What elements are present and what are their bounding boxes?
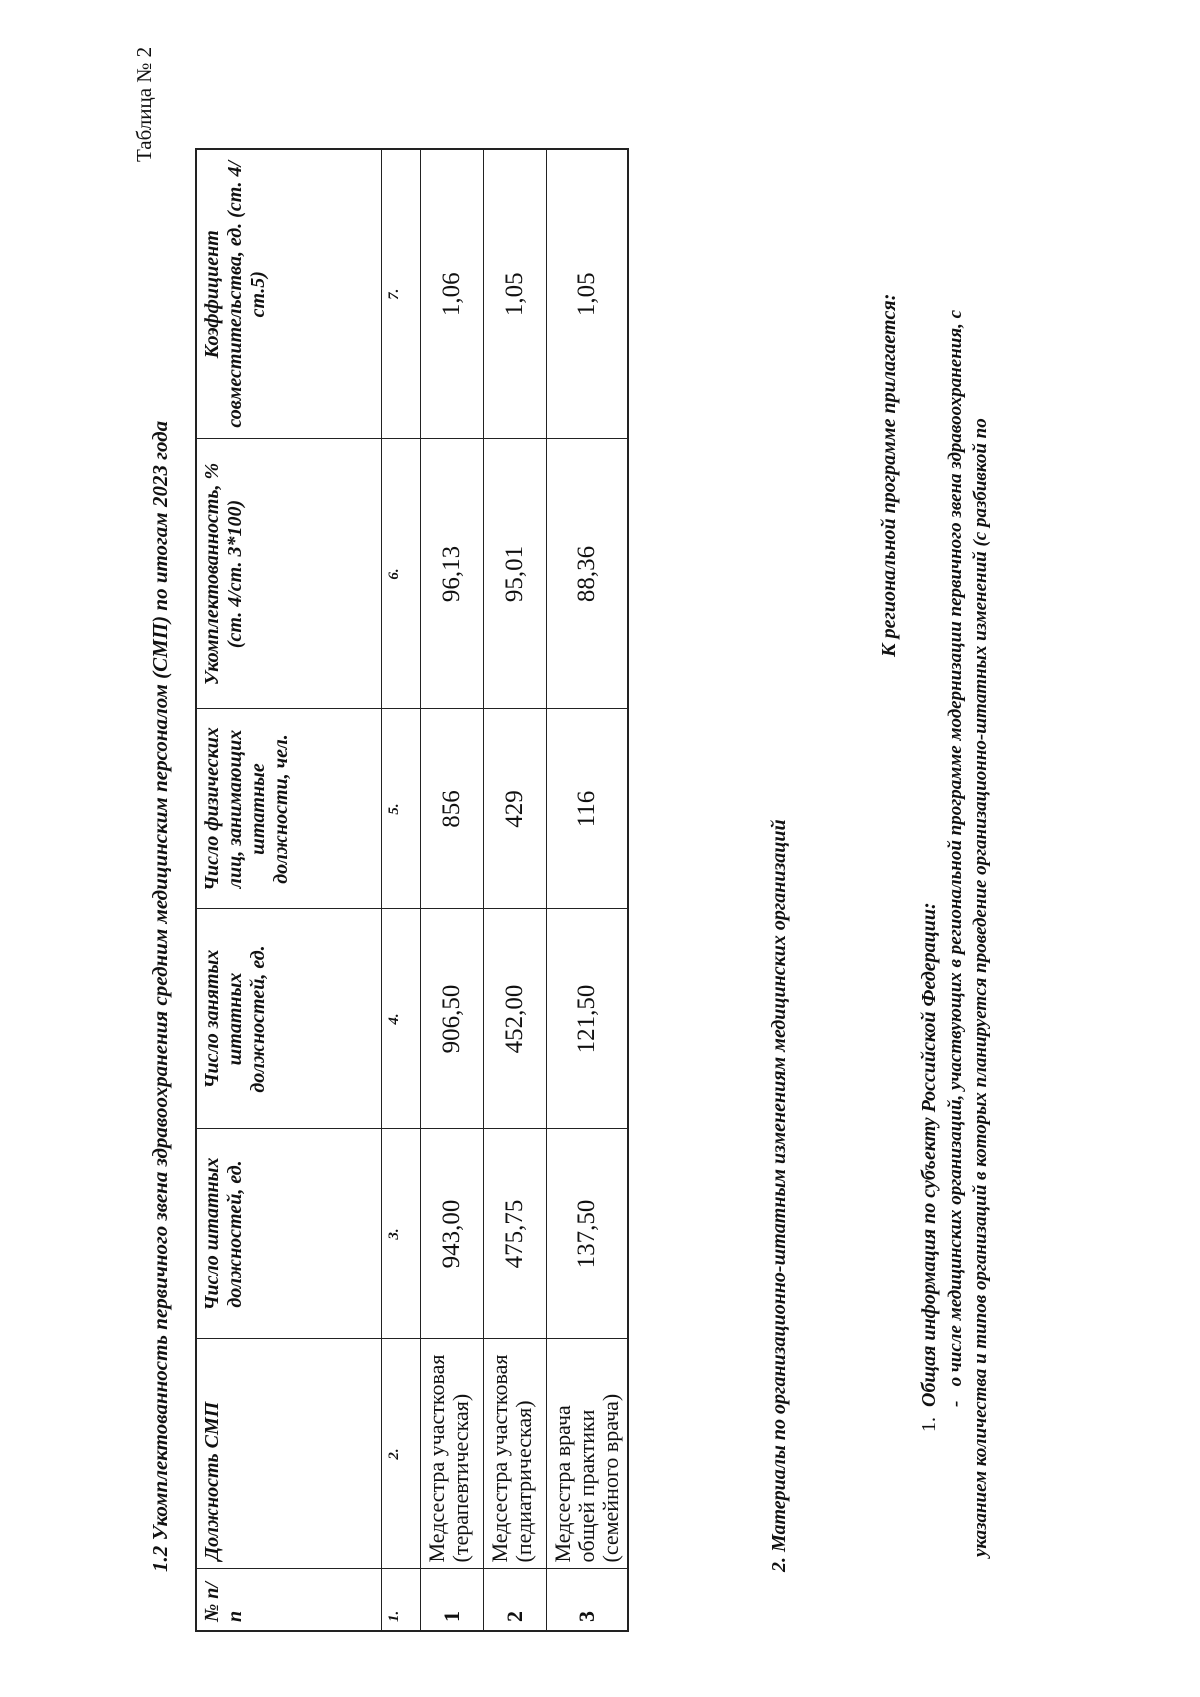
general-info-number: 1. <box>918 1417 940 1432</box>
index-cell: 6. <box>382 439 421 709</box>
staffing-percent: 88,36 <box>547 439 629 709</box>
header-cell: № п/п <box>196 1569 382 1631</box>
position-name: Медсестра участковая (педиатрическая) <box>484 1339 547 1569</box>
physical-persons: 856 <box>421 709 484 909</box>
general-info-heading: Общая информация по субъекту Российской Федерации: <box>918 902 940 1407</box>
column-index-row <box>382 149 421 1631</box>
table-number: Таблица № 2 <box>132 46 156 162</box>
table-header-row <box>196 149 382 1631</box>
part-time-coefficient: 1,06 <box>421 149 484 439</box>
bullet-text-1: о числе медицинских организаций, участвующих в региональной программе модернизации первичного звена здравоохранения, с <box>945 309 966 1387</box>
header-cell: Число штатных должностей, ед. <box>196 1129 382 1339</box>
staffing-percent: 95,01 <box>484 439 547 709</box>
staff-positions: 137,50 <box>547 1129 629 1339</box>
index-cell: 7. <box>382 149 421 439</box>
table-row <box>484 149 547 1631</box>
table-row <box>421 149 484 1631</box>
position-name: Медсестра участковая (терапевтическая) <box>421 1339 484 1569</box>
materials-heading: 2. Материалы по организационно-штатным изменениям медицинских организаций <box>768 819 790 1572</box>
index-cell: 2. <box>382 1339 421 1569</box>
bullet-line-2: указанием количества и типов организаций в которых планируется проведение организационно-штатных изменений (с разбивкой по <box>970 418 991 1557</box>
header-cell: Коэффициент совместительства, ед. (ст. 4/ст.5) <box>196 149 382 439</box>
physical-persons: 116 <box>547 709 629 909</box>
index-cell: 3. <box>382 1129 421 1339</box>
header-cell: Число физических лиц, занимающих штатные должности, чел. <box>196 709 382 909</box>
index-cell: 1. <box>382 1569 421 1631</box>
part-time-coefficient: 1,05 <box>484 149 547 439</box>
row-number: 2 <box>484 1569 547 1631</box>
section-title: 1.2 Укомплектованность первичного звена здравоохранения средним медицинским персоналом (СМП) по итогам 2023 года <box>148 420 172 1572</box>
index-cell: 5. <box>382 709 421 909</box>
staffing-percent: 96,13 <box>421 439 484 709</box>
row-number: 1 <box>421 1569 484 1631</box>
header-cell: Число занятых штатных должностей, ед. <box>196 909 382 1129</box>
staff-positions: 475,75 <box>484 1129 547 1339</box>
staff-positions: 943,00 <box>421 1129 484 1339</box>
appendix-note: К региональной программе прилагается: <box>878 293 900 657</box>
occupied-positions: 452,00 <box>484 909 547 1129</box>
general-info-line <box>918 902 941 1432</box>
index-cell: 4. <box>382 909 421 1129</box>
bullet-dash: - <box>945 1400 966 1407</box>
staffing-table <box>195 148 629 1632</box>
position-name: Медсестра врача общей практики (семейного врача) <box>547 1339 629 1569</box>
occupied-positions: 121,50 <box>547 909 629 1129</box>
row-number: 3 <box>547 1569 629 1631</box>
bullet-line-1 <box>945 310 967 1407</box>
physical-persons: 429 <box>484 709 547 909</box>
header-cell: Должность СМП <box>196 1339 382 1569</box>
part-time-coefficient: 1,05 <box>547 149 629 439</box>
header-cell: Укомплектованность, % (ст. 4/ст. 3*100) <box>196 439 382 709</box>
occupied-positions: 906,50 <box>421 909 484 1129</box>
table-row <box>547 149 629 1631</box>
